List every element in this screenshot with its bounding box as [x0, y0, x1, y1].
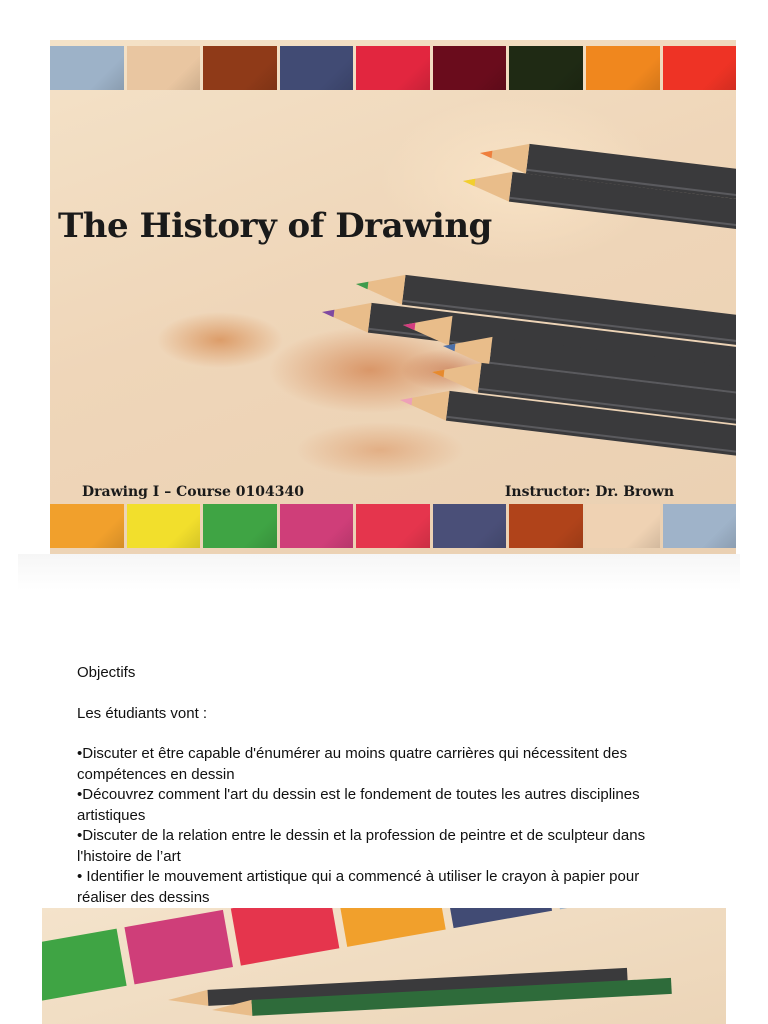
objective-item: •Discuter et être capable d'énumérer au moins quatre carrières qui nécessitent des compétences en dessin	[77, 745, 628, 783]
slide-shadow	[18, 554, 740, 590]
color-swatch	[124, 910, 233, 984]
color-swatch	[231, 908, 340, 966]
color-swatch	[42, 929, 127, 1003]
slide-title: The History of Drawing	[58, 206, 492, 246]
colored-pencils-illustration	[50, 40, 736, 554]
objective-item: •Discuter de la relation entre le dessin et la profession de peintre et de sculpteur dans l'histoire de l’art	[77, 827, 646, 865]
objective-item: •Découvrez comment l'art du dessin est le fondement de toutes les autres disciplines artistiques	[77, 786, 640, 824]
title-slide	[50, 40, 736, 554]
objectives-heading: Objectifs	[77, 664, 136, 681]
instructor-label: Instructor: Dr. Brown	[504, 484, 674, 500]
objective-item: • Identifier le mouvement artistique qui a commencé à utiliser le crayon à papier pour réaliser des dessins	[77, 868, 640, 906]
slide2-artwork	[42, 908, 726, 1024]
objectives-section	[77, 663, 667, 908]
color-swatch	[444, 908, 553, 928]
color-swatch	[550, 908, 659, 909]
objectives-intro: Les étudiants vont :	[77, 704, 208, 722]
second-slide	[42, 908, 726, 1024]
color-swatch	[337, 908, 446, 947]
course-label: Drawing I – Course 0104340	[82, 484, 304, 500]
